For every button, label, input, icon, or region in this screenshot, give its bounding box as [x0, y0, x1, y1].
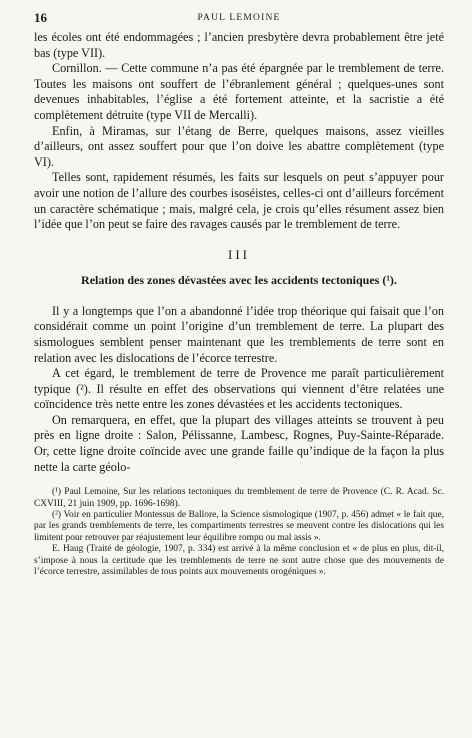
paragraph: A cet égard, le tremblement de terre de Provence me paraît particulièrement typique (²). Il résulte en effet des observations qui viennent d’être relatées une coïncidence très nette entre les zones dévastées et les accidents tectoniques. — [34, 366, 444, 412]
running-head: PAUL LEMOINE — [197, 13, 281, 23]
paragraph: Il y a longtemps que l’on a abandonné l’idée trop théorique qui faisait que l’on considérait comme un point l’origine d’un tremblement de terre. La plupart des sismologues semblent penser maintenant que les tremblements de terre sont en relation avec les dislocations de l’écorce terrestre. — [34, 303, 444, 365]
footnote: E. Haug (Traité de géologie, 1907, p. 334) est arrivé à la même conclusion et « de plus en plus, dit-il, s’impose à nous la certitude que les tremblements de terre ne sont autre chose que des mouvements de l’écorce terrestre, assimilables de tous points aux mouvements orogéniques ». — [34, 544, 444, 578]
paragraph: Enfin, à Miramas, sur l’étang de Berre, quelques maisons, assez vieilles d’ailleurs, ont assez souffert pour que l’on doive les abattre complètement (type VI). — [34, 123, 444, 169]
section-title: Relation des zones dévastées avec les accidents tectoniques (¹). — [81, 272, 397, 287]
paragraph: On remarquera, en effet, que la plupart des villages atteints se trouvent à peu près en ligne droite : Salon, Pélissanne, Lambesc, Rognes, Puy-Sainte-Réparade. Or, cette ligne droite coïncide avec une grande faille qu’indique de la façon la plus nette la carte géolo- — [34, 412, 444, 474]
footnotes — [34, 487, 444, 578]
footnote: (²) Voir en particulier Montessus de Ballore, la Science sismologique (1907, p. 456) admet « le fait que, par les grands tremblements de terre, les compartiments terrestres se meuvent contre les dislocations qui les limitent pour retrouver par réajustement leur équilibre rompu ou mal assis ». — [34, 510, 444, 543]
paragraph: les écoles ont été endommagées ; l’ancien presbytère devra probablement être jeté bas (type VII). — [34, 30, 444, 60]
section-number: III — [228, 246, 250, 262]
page-header — [34, 10, 444, 30]
main-text — [34, 30, 444, 475]
paragraph: Telles sont, rapidement résumés, les faits sur lesquels on peut s’appuyer pour avoir une notion de l’allure des courbes isoséistes, celles-ci ont d’ailleurs forcément un caractère schématique ; mais, malgré cela, je crois qu’elles résument assez bien l’idée que l’on peut se faire des ravages causés par le tremblement de terre. — [34, 170, 444, 232]
paragraph: Cornillon. — Cette commune n’a pas été épargnée par le tremblement de terre. Toutes les maisons ont souffert de l’ébranlement général ; quelques-unes sont devenues inhabitables, l’église a été fortement atteinte, et la sacristie a été complètement détruite (type VII de Mercalli). — [34, 61, 444, 122]
footnote: (¹) Paul Lemoine, Sur les relations tectoniques du tremblement de terre de Provence (C. R. Acad. Sc. CXVIII, 21 juin 1909, pp. 1696-1698). — [34, 487, 444, 509]
page-number: 16 — [34, 10, 47, 25]
